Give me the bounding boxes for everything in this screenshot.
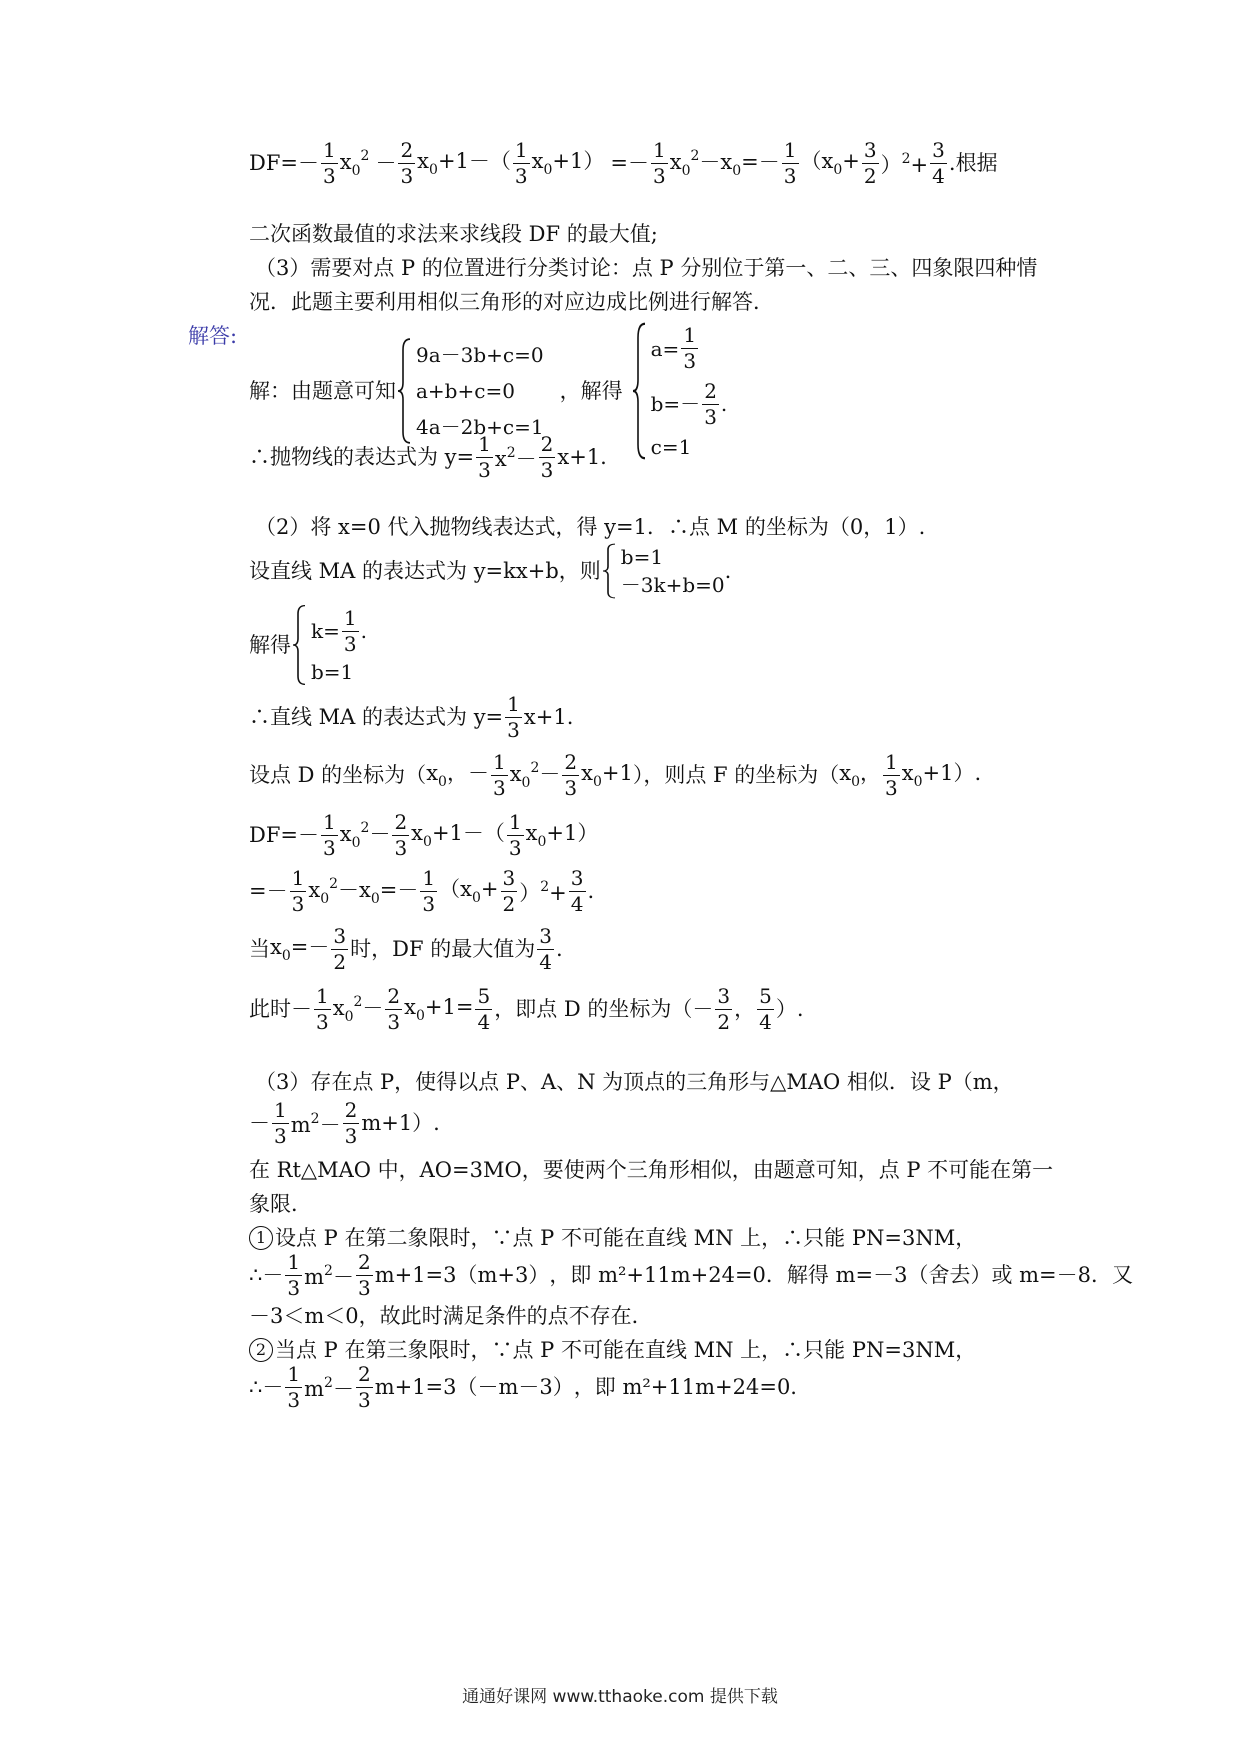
solution-k: k= $\frac{1}{3}$ . — [311, 605, 367, 656]
fraction: 2 3 — [400, 138, 414, 188]
d-coord-prefix: 设点 D 的坐标为（ — [249, 763, 427, 787]
point-d-line: 此时 － 1 3 $x_0^2-$ 2 3 $x_0+1=$ $\frac{5}{4}$ ，即点 D 的坐标为（ － 3 2 ， 5 4 ）. — [249, 984, 804, 1034]
case-2-eq-tail: ，即 m²+11m+24=0. — [573, 1375, 797, 1399]
fraction: 1 3 — [514, 138, 528, 188]
case-2-equation: ∴－ 1 3 $m^2-$ 2 3 m+1=3（－m－3） ，即 m²+11m+24=0. — [249, 1362, 797, 1412]
analysis-tail: 根据 — [955, 151, 998, 175]
equation-1: b=1 — [620, 545, 664, 569]
fraction: $\frac{3}{4}$ — [932, 138, 945, 188]
parabola-line: ∴抛物线的表达式为 y= $\frac{1}{3}$ $x^2-$ 2 3 x+1. — [249, 432, 607, 482]
case-1-equation: ∴－ 1 3 $m^2-$ 2 3 m+1=3（m+3） ，即 m²+11m+24=0．解得 m=－3（舍去）或 m=－8．又 — [249, 1250, 1133, 1300]
when-prefix: 当 — [249, 937, 270, 961]
brace-icon — [396, 337, 412, 445]
max-value-line: 当 $x_0=-$ 3 2 时，DF 的最大值为 3 4 . — [249, 924, 563, 974]
part2-line-1: （2）将 x=0 代入抛物线表达式，得 y=1．∴点 M 的坐标为（0，1）. — [255, 515, 926, 539]
equation-3: 4a－2b+c=1 — [416, 415, 544, 439]
brace-icon — [291, 604, 307, 686]
coordinates-line: 设点 D 的坐标为（ $x_0$，－ 1 3 $x_0^2-$ 2 3 $x_0+1$ ），则点 F 的坐标为（ $x_0$， 1 3 $x_0+1$）. — [249, 750, 982, 800]
solution-system — [291, 604, 367, 686]
answer-label: 解答: — [188, 324, 238, 348]
fraction: 1 3 — [652, 138, 666, 188]
solution-c: c=1 — [650, 434, 692, 459]
case-1-text: 设点 P 在第二象限时，∵点 P 不可能在直线 MN 上，∴只能 PN=3NM， — [275, 1225, 977, 1250]
circled-number: 1 — [249, 1226, 273, 1250]
df-line-1: DF= － 1 3 $x_0^2-$ 2 3 $x_0+1-$（ 1 3 $x_0+1$） — [249, 810, 599, 860]
solution-b: b=－ 2 3 . — [650, 378, 728, 429]
case-1-eq-tail: ，即 m²+11m+24=0．解得 m=－3（舍去）或 m=－8．又 — [549, 1263, 1133, 1287]
fraction: 1 3 — [783, 138, 797, 188]
df-label: DF= — [249, 823, 299, 847]
equation-1: 9a－3b+c=0 — [416, 343, 544, 367]
equation-2: －3k+b=0 — [620, 573, 725, 597]
ma-expression-line: ∴直线 MA 的表达式为 y= $\frac{1}{3}$ x+1. — [249, 692, 574, 742]
case-2-line — [249, 1338, 976, 1362]
when-mid: 时，DF 的最大值为 — [350, 937, 536, 961]
fraction: 1 3 — [323, 138, 336, 188]
kb-solution-line — [249, 604, 367, 686]
circled-number: 2 — [249, 1338, 273, 1362]
case-2-text: 当点 P 在第三象限时，∵点 P 不可能在直线 MN 上，∴只能 PN=3NM， — [275, 1337, 977, 1362]
part1-intro: 解：由题意可知 — [249, 378, 396, 403]
part3-line-2: － 1 3 $m^2-$ 2 3 m+1）. — [249, 1098, 440, 1148]
equation-system — [601, 543, 725, 599]
parabola-prefix: ∴抛物线的表达式为 y= — [249, 445, 475, 469]
part3-line-4: 象限． — [249, 1192, 312, 1216]
solution-a: a= $\frac{1}{3}$ — [650, 323, 697, 374]
ma-prefix: ∴直线 MA 的表达式为 y= — [249, 705, 504, 729]
solution-b: b=1 — [311, 660, 354, 685]
analysis-line-2: 二次函数最值的求法来求线段 DF 的最大值; — [249, 222, 658, 246]
ma-suffix: x+1. — [523, 705, 574, 729]
then-mid: ，即点 D 的坐标为（ — [494, 997, 693, 1021]
footer-text: 通通好课网 www.tthaoke.com 提供下载 — [462, 1687, 778, 1707]
brace-icon — [601, 543, 617, 599]
equation-2: a+b+c=0 — [416, 379, 515, 403]
solution-system — [631, 321, 728, 461]
fraction: $\frac{3}{2}$ — [863, 138, 877, 188]
df-expression-line: DF= － 1 3 $x_0^2$ － 2 3 $x_0+1-$（ 1 3 $x_0+1$） =－ 1 3 $x_0^2-x_0=-$ 1 3 （$x_0+$ $\frac{3}{2}$ ）$^2$+ $\frac{3}{4}$ . 根据 — [249, 138, 998, 188]
solve-label: ，解得 — [559, 378, 623, 403]
brace-icon — [631, 321, 647, 461]
part3-line-3: 在 Rt△MAO 中，AO=3MO，要使两个三角形相似，由题意可知，点 P 不可能在第一 — [249, 1158, 1054, 1182]
ma-system-line: 设直线 MA 的表达式为 y=kx+b，则 b=1 －3k+b=0 . — [249, 545, 732, 597]
equation-system — [396, 337, 544, 445]
part3-line-1: （3）存在点 P，使得以点 P、A、N 为顶点的三角形与△MAO 相似．设 P（m， — [255, 1070, 1014, 1094]
f-coord-mid: ），则点 F 的坐标为（ — [632, 763, 840, 787]
df-line-2: =－ 1 3 $x_0^2-x_0=-$ 1 3 （$x_0+$ $\frac{3}{2}$ ）$^2$+ $\frac{3}{4}$ . — [249, 866, 595, 916]
case-1-line — [249, 1226, 976, 1250]
solve-label: 解得 — [249, 632, 291, 657]
analysis-line-3: （3）需要对点 P 的位置进行分类讨论：点 P 分别位于第一、二、三、四象限四种情 — [255, 256, 1038, 280]
then-prefix: 此时 — [249, 997, 291, 1021]
df-label: DF= — [249, 151, 299, 175]
case-1-line-3: －3＜m＜0，故此时满足条件的点不存在． — [249, 1304, 653, 1328]
ma-system-prefix: 设直线 MA 的表达式为 y=kx+b，则 — [249, 558, 601, 583]
analysis-line-4: 况．此题主要利用相似三角形的对应边成比例进行解答． — [249, 290, 774, 314]
